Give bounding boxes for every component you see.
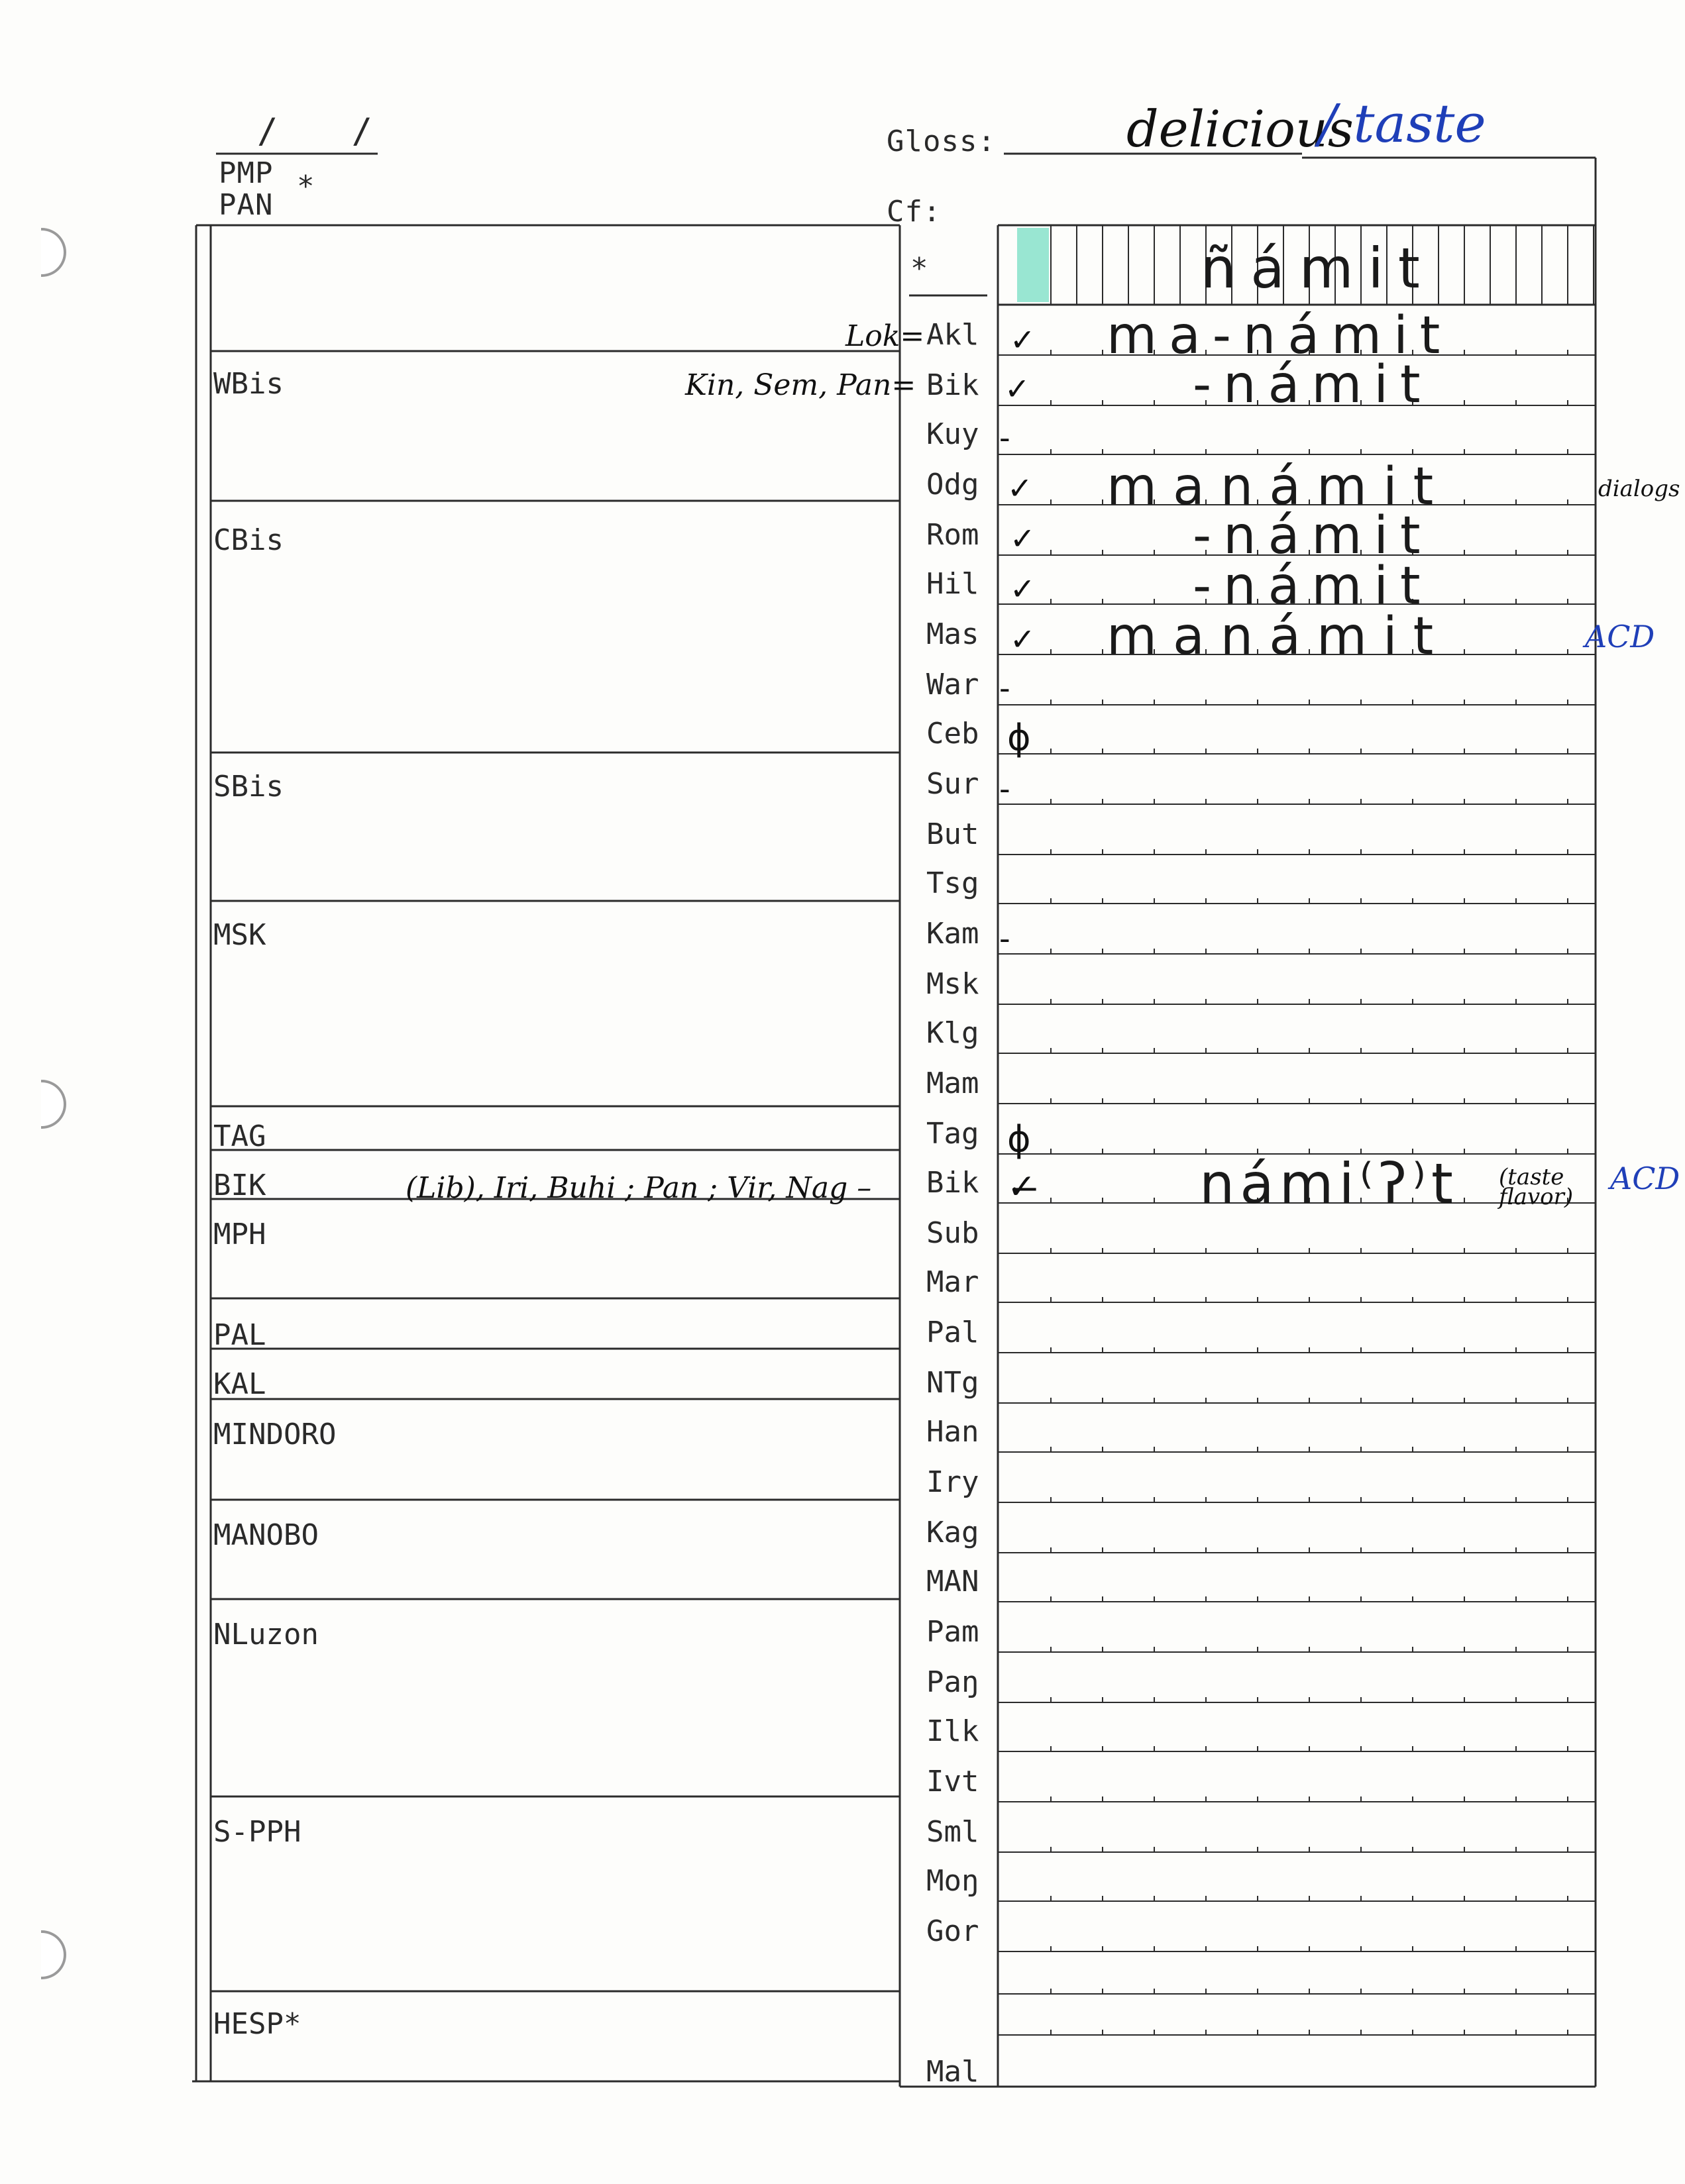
group-label: MPH: [213, 1218, 266, 1251]
language-label: Mam: [926, 1066, 979, 1100]
group-label: S-PPH: [213, 1815, 301, 1849]
language-label: Iry: [926, 1465, 979, 1499]
bik2-gloss-note: (taste flavor): [1499, 1164, 1574, 1210]
ceb-null: ϕ: [1007, 717, 1031, 758]
language-label: Mal: [926, 2055, 979, 2089]
odg-form: manámit: [1107, 457, 1450, 517]
group-label: HESP*: [213, 2007, 301, 2041]
pan-label: PAN: [219, 188, 274, 222]
bik2-form: námi⁽ʔ⁾t: [1199, 1151, 1458, 1216]
language-label: Tag: [926, 1117, 979, 1151]
language-label: Bik: [926, 368, 979, 402]
language-label: Kuy: [926, 417, 979, 451]
rom-check: ✓: [1010, 521, 1036, 556]
language-label: Odg: [926, 468, 979, 501]
bik-check: ✓: [1005, 371, 1030, 407]
bik2-side-note: ACD: [1610, 1161, 1680, 1196]
gloss-value-taste: / taste: [1319, 93, 1486, 154]
bik-sources-note: (Lib), Iri, Buhi ; Pan ; Vir, Nag –: [406, 1171, 872, 1205]
language-label: Sur: [926, 767, 979, 801]
language-label: Klg: [926, 1016, 979, 1050]
language-label: Kag: [926, 1516, 979, 1549]
language-label: Han: [926, 1415, 979, 1449]
group-label: KAL: [213, 1367, 266, 1401]
reconstruction-star: *: [910, 252, 929, 286]
akl-note: Lok=: [845, 319, 925, 353]
group-label: BIK: [213, 1169, 266, 1202]
group-label: NLuzon: [213, 1618, 319, 1651]
wbis-sources-note: Kin, Sem, Pan=: [685, 368, 916, 402]
language-label: Sub: [926, 1216, 979, 1250]
asterisk-mark: *: [297, 170, 315, 203]
bik-form: -námit: [1193, 355, 1433, 415]
language-label: Kam: [926, 917, 979, 951]
bik2-check: ✓̶: [1007, 1167, 1036, 1207]
language-label: Ceb: [926, 717, 979, 751]
group-label: WBis: [213, 367, 284, 401]
language-label: Mas: [926, 617, 979, 651]
group-label: MSK: [213, 918, 266, 952]
hil-check: ✓: [1010, 571, 1036, 607]
group-label: SBis: [213, 770, 284, 804]
language-label: Pal: [926, 1316, 979, 1349]
language-label: NTg: [926, 1366, 979, 1400]
mas-check: ✓: [1010, 621, 1036, 657]
language-label: Msk: [926, 967, 979, 1001]
language-label: Sml: [926, 1815, 979, 1849]
language-label: Mar: [926, 1265, 979, 1299]
group-label: TAG: [213, 1119, 266, 1153]
tag-null: ϕ: [1007, 1118, 1031, 1160]
hil-form: -námit: [1193, 556, 1433, 616]
mas-side-note: ACD: [1585, 619, 1655, 654]
reconstruction-form: ñámit: [1201, 236, 1435, 301]
language-label: Tsg: [926, 866, 979, 900]
akl-form: ma-námit: [1107, 306, 1452, 366]
group-label: MANOBO: [213, 1518, 319, 1552]
rom-form: -námit: [1193, 506, 1433, 566]
language-label: MAN: [926, 1565, 979, 1598]
group-label: PAL: [213, 1318, 266, 1352]
akl-check: ✓: [1010, 322, 1036, 358]
sur-dash: -: [999, 771, 1010, 807]
gloss-value: delicious: [1126, 99, 1354, 158]
language-label: Akl: [926, 318, 979, 352]
group-label: CBis: [213, 523, 284, 557]
group-label: MINDORO: [213, 1418, 337, 1451]
odg-check: ✓: [1007, 470, 1033, 506]
pmp-label: PMP: [219, 156, 274, 190]
language-label: Ivt: [926, 1765, 979, 1798]
gloss-label: Gloss:: [887, 125, 996, 158]
kam-dash: -: [999, 921, 1010, 957]
cf-label: Cf:: [887, 195, 942, 229]
slashes-field: / /: [257, 111, 399, 151]
war-dash: -: [999, 670, 1010, 706]
mas-form: manámit: [1107, 607, 1450, 666]
language-label: Ilk: [926, 1714, 979, 1748]
kuy-dash: -: [999, 420, 1010, 456]
odg-side-note: dialogs: [1598, 476, 1680, 502]
language-label: War: [926, 668, 979, 702]
language-label: Paŋ: [926, 1665, 979, 1699]
language-label: Hil: [926, 567, 979, 601]
language-label: But: [926, 817, 979, 851]
language-label: Moŋ: [926, 1864, 979, 1898]
language-label: Gor: [926, 1914, 979, 1948]
language-label: Bik: [926, 1166, 979, 1200]
language-label: Rom: [926, 518, 979, 552]
language-label: Pam: [926, 1615, 979, 1649]
